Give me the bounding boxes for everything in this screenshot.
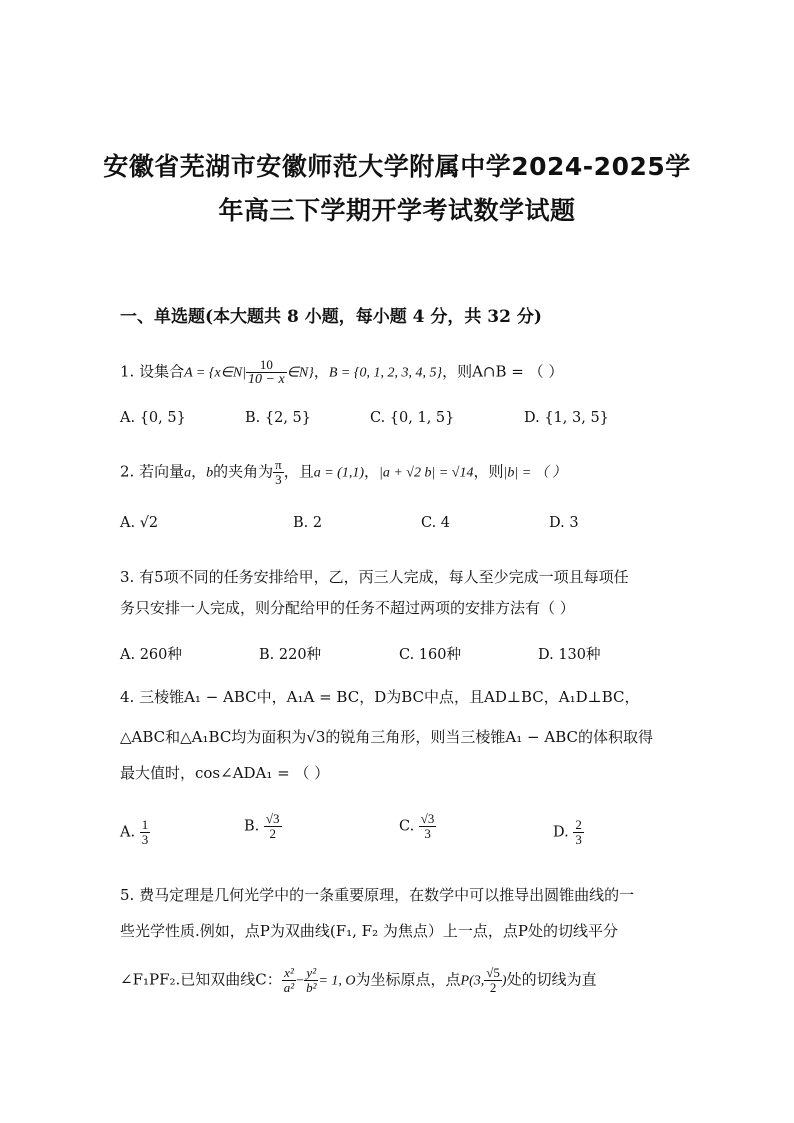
question-5-line-1: 5. 费马定理是几何光学中的一条重要原理，在数学中可以推导出圆锥曲线的一 (120, 886, 635, 904)
vector-a: a (184, 465, 192, 481)
section-heading: 一、单选题(本大题共 8 小题，每小题 4 分，共 32 分) (120, 307, 542, 327)
q4-d-num: 2 (575, 817, 582, 832)
q3-option-b: B. 220种 (259, 647, 322, 663)
q4-option-d-fraction (573, 818, 584, 847)
q4-option-c-fraction (419, 812, 437, 841)
q1-option-a: A. {0, 5} (120, 410, 186, 426)
title-line-2: 年高三下学期开学考试数学试题 (218, 196, 576, 225)
q5-point-prefix: P(3, (460, 973, 485, 989)
q2-number: 2. 若向量 (120, 462, 185, 481)
q4-option-a (120, 818, 150, 847)
question-3-line-2: 务只安排一人完成，则分配给甲的任务不超过两项的安排方法有（ ） (120, 599, 575, 617)
question-4-line-3: 最大值时，cos∠ADA₁ = （ ） (120, 764, 330, 782)
q1-set-b: B = {0, 1, 2, 3, 4, 5} (328, 365, 443, 381)
q2-condition: |a + √2 b| = √14 (379, 465, 474, 481)
q5-point-suffix: ) (501, 973, 507, 989)
q4-option-b (244, 812, 282, 841)
q4-a-num: 1 (141, 817, 149, 832)
q5-a2: a² (283, 980, 295, 995)
title-line-1: 安徽省芜湖市安徽师范大学附属中学2024-2025学 (103, 152, 691, 181)
question-3-line-1: 3. 有5项不同的任务安排给甲，乙，丙三人完成，每人至少完成一项且每项任 (120, 568, 629, 586)
q4-option-c (399, 812, 436, 841)
q4-option-c-label: C. (399, 818, 415, 835)
q4-d-den: 3 (575, 832, 582, 847)
q1-tail: ，则A∩B = （ ） (442, 362, 564, 381)
q1-option-c: C. {0, 1, 5} (370, 410, 455, 426)
q5-pt-num: √5 (486, 965, 500, 980)
question-4-line-2: △ABC和△A₁BC均为面积为√3的锐角三角形，则当三棱锥A₁ − ABC的体积取得 (120, 728, 653, 746)
q2-option-a: A. √2 (120, 515, 159, 531)
q1-option-d: D. {1, 3, 5} (524, 410, 609, 426)
q4-option-a-fraction (140, 818, 151, 847)
q3-option-c: C. 160种 (399, 647, 461, 663)
q4-option-d (553, 818, 584, 847)
q3-option-d: D. 130种 (538, 647, 601, 663)
q1-option-b: B. {2, 5} (245, 410, 311, 426)
q5-angle-text: ∠F₁PF₂.已知双曲线C： (120, 970, 282, 989)
q5-x2: x² (282, 966, 296, 981)
q5-y2: y² (304, 966, 318, 981)
q1-set-a-prefix: A = {x∈N| (184, 365, 247, 381)
q2-pi: π (275, 457, 282, 472)
q5-point-fraction (484, 966, 502, 995)
q2-mid: 的夹角为 (213, 462, 274, 481)
q5-origin-text: 为坐标原点，点 (355, 970, 461, 989)
q4-b-den: 2 (269, 826, 276, 841)
q5-hyp-x-frac (282, 966, 296, 995)
q2-and: ，且 (283, 462, 314, 481)
question-1: 1. 设集合A = {x∈N| $\frac{10}{10 - x}$ ∈N}，B = {0, 1, 2, 3, 4, 5}，则A∩B = （ ） (120, 357, 564, 387)
q2-comma: ， (191, 462, 207, 481)
q2-a-value: a = (1,1) (313, 465, 364, 481)
q4-c-num: √3 (420, 811, 435, 826)
question-5-line-3 (120, 966, 597, 995)
question-5-line-2: 些光学性质.例如，点P为双曲线(F₁, F₂ 为焦点）上一点，点P处的切线平分 (120, 922, 618, 940)
q2-three: 3 (275, 472, 282, 487)
q1-number: 1. 设集合 (120, 362, 185, 381)
question-4-line-1: 4. 三棱锥A₁ − ABC中，A₁A = BC，D为BC中点，且AD⊥BC，A₁D⊥BC， (120, 688, 640, 706)
q5-tail: 处的切线为直 (506, 970, 597, 989)
q2-option-c: C. 4 (421, 515, 451, 531)
q4-option-a-label: A. (120, 824, 136, 841)
q1-fraction (246, 358, 287, 387)
q2-angle-fraction (273, 458, 284, 487)
q5-b2: b² (306, 980, 317, 995)
q5-eq: = 1, O (318, 973, 356, 989)
q3-option-a: A. 260种 (120, 647, 182, 663)
q2-ask: |b| = （ ） (503, 465, 567, 481)
q4-option-b-fraction (264, 812, 282, 841)
q4-c-den: 3 (424, 826, 431, 841)
q1-frac-den: 10 − x (248, 372, 285, 387)
q4-b-num: √3 (265, 811, 280, 826)
q5-minus: − (296, 973, 305, 989)
q1-frac-num: 10 (246, 358, 287, 373)
q1-set-a-suffix: ∈N} (286, 365, 314, 381)
q2-option-d: D. 3 (549, 515, 579, 531)
q4-option-b-label: B. (244, 818, 260, 835)
q2-option-b: B. 2 (293, 515, 323, 531)
q2-then: ，则 (473, 462, 504, 481)
q4-option-d-label: D. (553, 824, 569, 841)
question-2: 2. 若向量a，b的夹角为 $\frac{\pi}{3}$ ，且a = (1,1)，|a + √2 b| = √14，则|b| = （ ） (120, 457, 567, 487)
q5-hyp-y-frac (304, 966, 318, 995)
q4-a-den: 3 (141, 832, 149, 847)
q5-pt-den: 2 (489, 980, 497, 995)
vector-b: b (206, 465, 214, 481)
